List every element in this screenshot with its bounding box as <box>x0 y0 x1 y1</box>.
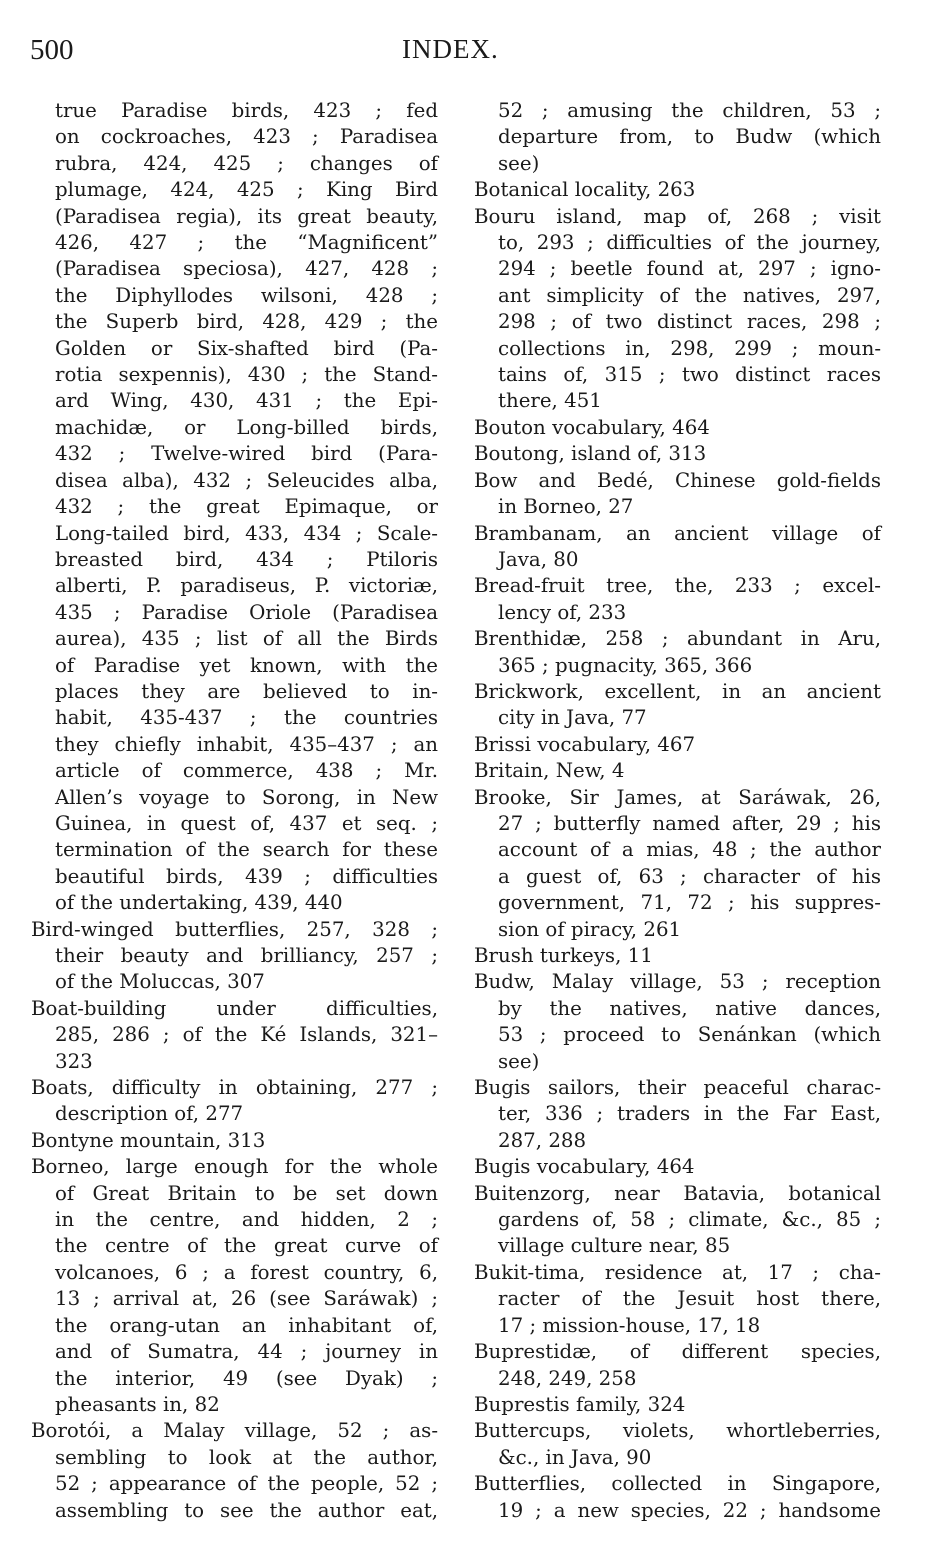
page-header <box>30 34 900 74</box>
index-entry-line: Guinea, in quest of, 437 et seq. ; <box>55 811 438 835</box>
index-entry-line: volcanoes, 6 ; a forest country, 6, <box>55 1260 438 1284</box>
index-entry-line: the Superb bird, 428, 429 ; the <box>55 310 438 334</box>
index-entry <box>474 521 881 574</box>
index-entry-line: of Paradise yet known, with the <box>55 653 438 677</box>
index-entry <box>474 177 881 203</box>
index-entry-line: places they are believed to in- <box>55 679 438 703</box>
index-entry-heading-line: Brissi vocabulary, 467 <box>474 732 696 756</box>
running-title: INDEX. <box>402 34 499 64</box>
index-entry-line: collections in, 298, 299 ; moun- <box>498 336 881 360</box>
index-entry-heading-line: Boat-building under difficulties, <box>31 996 438 1020</box>
index-entry-line: &c., in Java, 90 <box>498 1445 652 1469</box>
index-entry-heading-line: Brush turkeys, 11 <box>474 944 653 967</box>
index-entry-line: tains of, 315 ; two distinct races <box>498 363 881 387</box>
index-entry-line: Golden or Six-shafted bird (Pa- <box>55 336 438 360</box>
index-entry <box>474 1154 881 1180</box>
index-entry-heading-line: Buprestidæ, of different species, <box>474 1340 881 1364</box>
index-entry-heading-line: Budw, Malay village, 53 ; reception <box>474 970 881 994</box>
index-entry-line: the interior, 49 (see Dyak) ; <box>55 1366 438 1390</box>
index-entry-line: gardens of, 58 ; climate, &c., 85 ; <box>498 1208 881 1232</box>
index-entry-line: Java, 80 <box>498 547 579 571</box>
index-entry <box>31 1128 438 1154</box>
index-entry-heading-line: Buttercups, violets, whortleberries, <box>474 1419 881 1443</box>
index-entry-line: rotia sexpennis), 430 ; the Stand- <box>55 363 438 387</box>
index-entry-line: the Diphyllodes wilsoni, 428 ; <box>55 283 438 307</box>
index-entry-line: disea alba), 432 ; Seleucides alba, <box>55 468 438 492</box>
index-entry-line: in Borneo, 27 <box>498 495 634 519</box>
index-entry <box>474 969 881 1075</box>
index-entry <box>474 1471 881 1524</box>
index-entry-heading-line: Brickwork, excellent, in an ancient <box>474 679 881 703</box>
index-entry-line: description of, 277 <box>55 1102 244 1126</box>
index-entry-line: 298 ; of two distinct races, 298 ; <box>498 310 881 334</box>
index-entry-line: racter of the Jesuit host there, <box>498 1287 881 1311</box>
index-entry-line: 248, 249, 258 <box>498 1366 637 1390</box>
index-entry-heading-line: Botanical locality, 263 <box>474 178 696 202</box>
index-entry <box>474 468 881 521</box>
index-entry-line: 432 ; the great Epimaque, or <box>55 495 438 519</box>
index-entry-line: of Great Britain to be set down <box>55 1181 438 1205</box>
index-entry-line: there, 451 <box>498 389 602 413</box>
index-entry-heading-line: Bow and Bedé, Chinese gold-fields <box>474 468 881 492</box>
index-entry-line: lency of, 233 <box>498 600 627 624</box>
index-entry-line: article of commerce, 438 ; Mr. <box>55 759 438 783</box>
index-entry-line: true Paradise birds, 423 ; fed <box>55 99 438 122</box>
index-entry-line: 52 ; amusing the children, 53 ; <box>498 99 881 122</box>
index-entry-heading-line: Bird-winged butterflies, 257, 328 ; <box>31 917 438 941</box>
index-entry-line: 53 ; proceed to Senánkan (which <box>498 1023 881 1047</box>
index-entry <box>31 996 438 1075</box>
index-entry <box>474 573 881 626</box>
index-entry-line: by the natives, native dances, <box>498 996 881 1020</box>
index-entry-heading-line: Brenthidæ, 258 ; abundant in Aru, <box>474 627 881 651</box>
index-entry <box>474 204 881 415</box>
index-entry-line: ant simplicity of the natives, 297, <box>498 283 881 307</box>
index-entry <box>474 1075 881 1154</box>
index-entry <box>474 415 881 441</box>
index-entry-line: alberti, P. paradiseus, P. victoriæ, <box>55 574 438 598</box>
index-entry-heading-line: Boutong, island of, 313 <box>474 442 707 466</box>
index-entry <box>474 758 881 784</box>
index-column-left <box>31 98 438 1524</box>
index-entry-heading-line: Bread-fruit tree, the, 233 ; excel- <box>474 574 881 598</box>
index-entry-line: 287, 288 <box>498 1128 587 1152</box>
index-entry-line: city in Java, 77 <box>498 706 647 730</box>
page-number: 500 <box>30 34 74 66</box>
index-entry-line: 432 ; Twelve-wired bird (Para- <box>55 442 438 466</box>
index-entry-line: account of a mias, 48 ; the author <box>498 838 881 862</box>
index-entry-line: see) <box>498 151 540 175</box>
index-entry <box>474 1392 881 1418</box>
index-entry-line: assembling to see the author eat, <box>55 1498 438 1522</box>
index-entry <box>474 785 881 943</box>
index-entry-line: ter, 336 ; traders in the Far East, <box>498 1102 881 1126</box>
index-entry-heading-line: Bukit-tima, residence at, 17 ; cha- <box>474 1260 881 1284</box>
index-entry-line: village culture near, 85 <box>498 1234 731 1258</box>
index-entry-line: a guest of, 63 ; character of his <box>498 864 881 888</box>
index-entry-heading-line: Borneo, large enough for the whole <box>31 1155 438 1179</box>
index-entry-line: 426, 427 ; the “Magnificent” <box>55 231 438 255</box>
index-entry-heading-line: Britain, New, 4 <box>474 759 625 783</box>
index-entry-line: 294 ; beetle found at, 297 ; igno- <box>498 257 881 281</box>
index-entry-heading-line: Brooke, Sir James, at Saráwak, 26, <box>474 785 881 809</box>
index-entry-line: on cockroaches, 423 ; Paradisea <box>55 125 438 149</box>
index-entry <box>31 1418 438 1524</box>
index-entry-heading-line: Bouru island, map of, 268 ; visit <box>474 204 881 228</box>
index-entry-line: departure from, to Budw (which <box>498 125 881 149</box>
index-entry-line: Long-tailed bird, 433, 434 ; Scale- <box>55 521 438 545</box>
index-entry-line: and of Sumatra, 44 ; journey in <box>55 1340 438 1364</box>
index-entry-heading-line: Bouton vocabulary, 464 <box>474 415 710 439</box>
index-entry-line: plumage, 424, 425 ; King Bird <box>55 178 438 202</box>
index-entry-line: 13 ; arrival at, 26 (see Saráwak) ; <box>55 1287 438 1311</box>
index-entry-line: of the undertaking, 439, 440 <box>55 891 343 915</box>
index-entry-heading-line: Brambanam, an ancient village of <box>474 521 881 545</box>
index-entry-line: ard Wing, 430, 431 ; the Epi- <box>55 389 438 413</box>
index-entry-heading-line: Borotói, a Malay village, 52 ; as- <box>31 1419 438 1443</box>
index-entry-line: termination of the search for these <box>55 838 438 862</box>
index-entry <box>474 732 881 758</box>
index-entry <box>31 98 438 917</box>
index-entry-heading-line: Bugis vocabulary, 464 <box>474 1155 695 1179</box>
index-entry-line: pheasants in, 82 <box>55 1392 220 1416</box>
index-entry <box>474 1181 881 1260</box>
index-entry-line: the orang-utan an inhabitant of, <box>55 1313 438 1337</box>
index-entry-heading-line: Bontyne mountain, 313 <box>31 1128 266 1152</box>
index-entry-line: they chiefly inhabit, 435–437 ; an <box>55 732 438 756</box>
index-entry <box>474 626 881 679</box>
index-entry <box>31 1075 438 1128</box>
index-entry-line: the centre of the great curve of <box>55 1234 438 1258</box>
index-entry-heading-line: Buprestis family, 324 <box>474 1392 686 1416</box>
index-entry-heading-line: Butterflies, collected in Singapore, <box>474 1472 881 1496</box>
index-entry-line: 285, 286 ; of the Ké Islands, 321– <box>55 1023 438 1047</box>
index-entry <box>474 679 881 732</box>
index-entry-heading-line: Boats, difficulty in obtaining, 277 ; <box>31 1076 438 1100</box>
index-entry-line: sembling to look at the author, <box>55 1445 438 1469</box>
index-entry-line: beautiful birds, 439 ; difficulties <box>55 864 438 888</box>
index-entry-line: see) <box>498 1049 540 1073</box>
index-entry <box>474 1260 881 1339</box>
index-entry-line: of the Moluccas, 307 <box>55 970 265 994</box>
index-entry <box>474 1339 881 1392</box>
index-entry-heading-line: Bugis sailors, their peaceful charac- <box>474 1076 881 1100</box>
index-entry <box>474 943 881 969</box>
index-entry-line: 19 ; a new species, 22 ; handsome <box>498 1498 881 1522</box>
index-entry-heading-line: Buitenzorg, near Batavia, botanical <box>474 1181 881 1205</box>
index-entry <box>474 441 881 467</box>
index-entry-line: 365 ; pugnacity, 365, 366 <box>498 653 753 677</box>
index-entry-line: 17 ; mission-house, 17, 18 <box>498 1313 761 1337</box>
index-entry-line: 435 ; Paradise Oriole (Paradisea <box>55 600 438 624</box>
index-entry-line: Allen’s voyage to Sorong, in New <box>55 785 438 809</box>
index-entry-line: breasted bird, 434 ; Ptiloris <box>55 547 438 571</box>
index-entry-line: sion of piracy, 261 <box>498 917 682 941</box>
index-column-right <box>474 98 881 1524</box>
index-entry-line: machidæ, or Long-billed birds, <box>55 415 438 439</box>
index-entry <box>474 98 881 177</box>
index-entry-line: habit, 435-437 ; the countries <box>55 706 438 730</box>
index-entry-line: 52 ; appearance of the people, 52 ; <box>55 1472 438 1496</box>
index-entry <box>31 917 438 996</box>
index-entry-line: 27 ; butterfly named after, 29 ; his <box>498 811 881 835</box>
index-entry-line: 323 <box>55 1049 93 1073</box>
index-entry-line: to, 293 ; difficulties of the journey, <box>498 231 881 255</box>
index-entry-line: government, 71, 72 ; his suppres- <box>498 891 881 915</box>
index-entry-line: (Paradisea regia), its great beauty, <box>55 204 438 228</box>
index-entry <box>31 1154 438 1418</box>
index-entry-line: their beauty and brilliancy, 257 ; <box>55 944 438 967</box>
index-entry-line: rubra, 424, 425 ; changes of <box>55 151 438 175</box>
index-entry-line: aurea), 435 ; list of all the Birds <box>55 627 438 651</box>
index-entry-line: (Paradisea speciosa), 427, 428 ; <box>55 257 438 281</box>
index-entry-line: in the centre, and hidden, 2 ; <box>55 1208 438 1232</box>
index-entry <box>474 1418 881 1471</box>
